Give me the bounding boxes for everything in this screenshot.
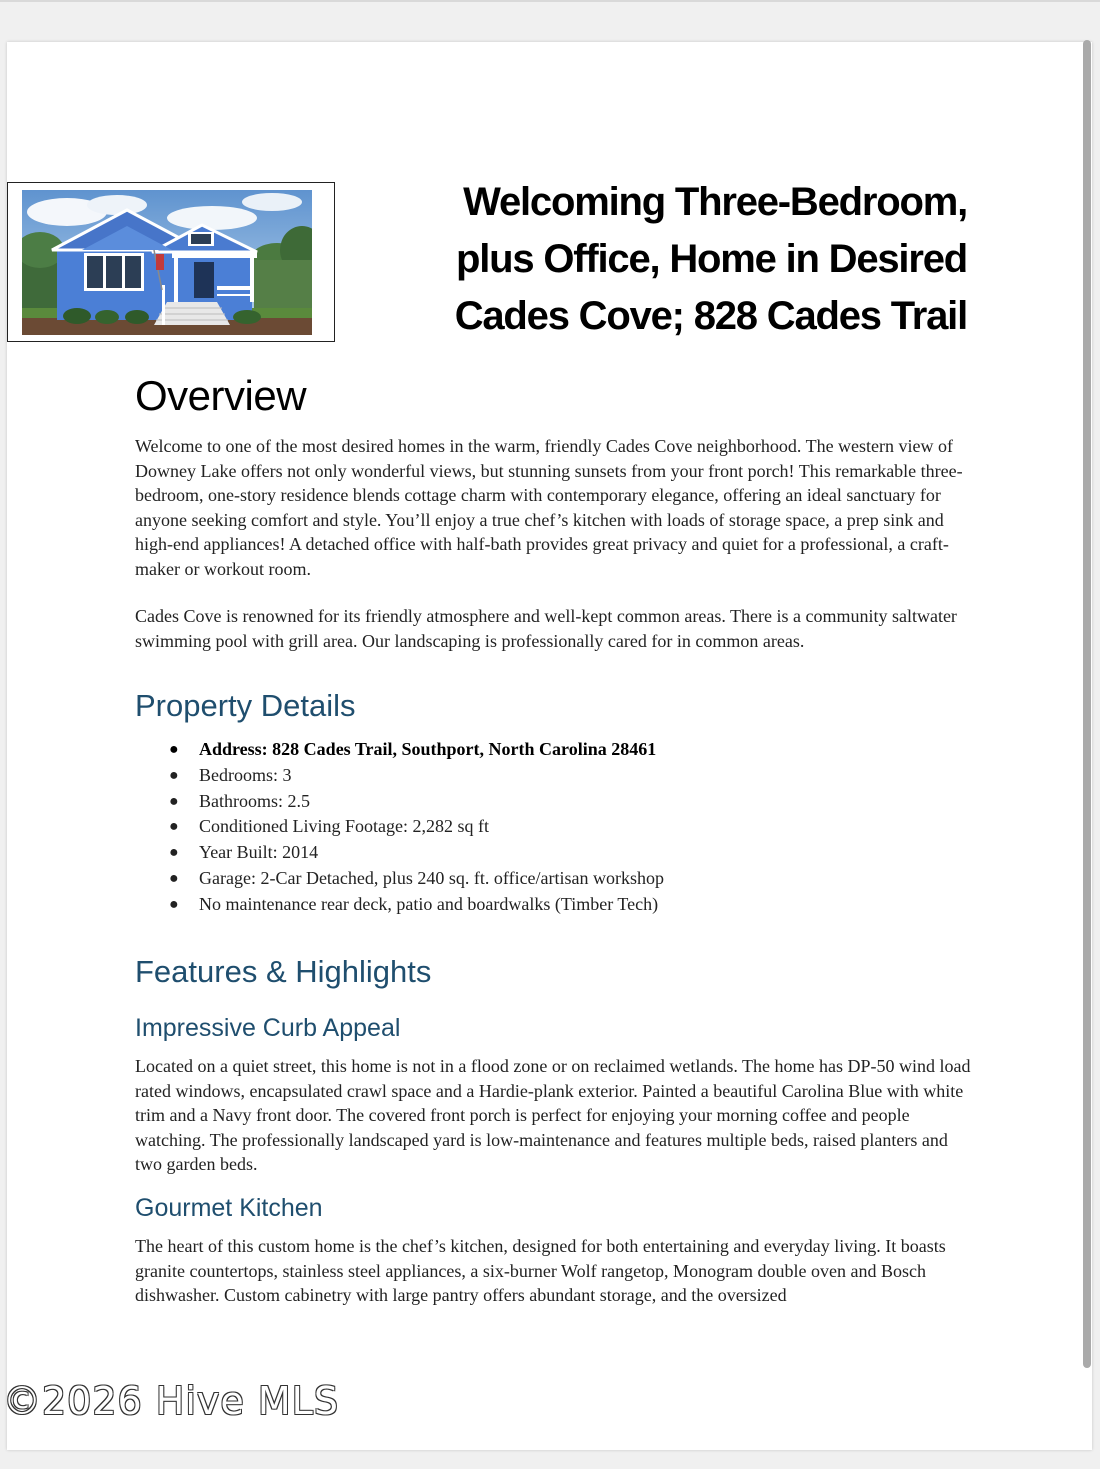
document-page: [7, 42, 1092, 1450]
house-photo: [22, 190, 312, 335]
detail-living-footage: Conditioned Living Footage: 2,282 sq ft: [199, 816, 489, 837]
bullet-icon: ●: [169, 895, 179, 913]
bullet-icon: ●: [169, 818, 179, 836]
property-details-list: [135, 737, 664, 918]
headline-line-3: Cades Cove; 828 Cades Trail: [454, 294, 967, 338]
overview-paragraph-1: Welcome to one of the most desired homes in the warm, friendly Cades Cove neighborhood. The western view of Downey Lake offers not only wonderful views, but stunning sunsets from your front porch! This remarkable three-bedroom, one-story residence blends cottage charm with contemporary elegance, offering an ideal sanctuary for anyone seeking comfort and style. You’ll enjoy a true chef’s kitchen with loads of storage space, a prep sink and high-end appliances! A detached office with half-bath provides great privacy and quiet for a professional, a craft-maker or workout room.: [135, 436, 963, 579]
mls-watermark: ©2026 Hive MLS: [3, 1379, 339, 1423]
list-item: [135, 737, 664, 763]
bullet-icon: ●: [169, 844, 179, 862]
bullet-icon: ●: [169, 869, 179, 887]
overview-paragraph-2: Cades Cove is renowned for its friendly atmosphere and well-kept common areas. There is a community saltwater swimming pool with grill area. Our landscaping is professionally cared for in common areas.: [135, 606, 957, 651]
curb-appeal-heading: Impressive Curb Appeal: [135, 1014, 401, 1042]
detail-garage: Garage: 2-Car Detached, plus 240 sq. ft. office/artisan workshop: [199, 867, 665, 888]
bullet-icon: ●: [169, 792, 179, 810]
list-item: [135, 763, 664, 789]
detail-bathrooms: Bathrooms: 2.5: [199, 790, 310, 811]
list-item: [135, 892, 664, 918]
headline-line-2: plus Office, Home in Desired: [456, 237, 967, 281]
detail-address: Address: 828 Cades Trail, Southport, North Carolina 28461: [199, 739, 657, 759]
top-divider: [0, 0, 1100, 2]
list-item: [135, 789, 664, 815]
headline-line-1: Welcoming Three-Bedroom,: [463, 180, 967, 224]
bullet-icon: ●: [169, 766, 179, 784]
house-photo-frame: [7, 182, 335, 342]
list-item: [135, 866, 664, 892]
vertical-scrollbar[interactable]: [1083, 40, 1091, 1368]
curb-appeal-paragraph: Located on a quiet street, this home is not in a flood zone or on reclaimed wetlands. The home has DP-50 wind load rated windows, encapsulated crawl space and a Hardie-plank exterior. Painted a beautiful Carolina Blue with white trim and a Navy front door. The covered front porch is perfect for enjoying your morning coffee and people watching. The professionally landscaped yard is low-maintenance and features multiple beds, raised planters and two garden beds.: [135, 1056, 971, 1174]
features-heading: Features & Highlights: [135, 954, 432, 989]
detail-year-built: Year Built: 2014: [199, 842, 319, 863]
bullet-icon: ●: [169, 741, 179, 758]
list-item: [135, 840, 664, 866]
detail-bedrooms: Bedrooms: 3: [199, 764, 292, 785]
kitchen-heading: Gourmet Kitchen: [135, 1194, 323, 1222]
overview-heading: Overview: [135, 372, 307, 419]
list-item: [135, 814, 664, 840]
detail-deck: No maintenance rear deck, patio and boardwalks (Timber Tech): [199, 893, 659, 914]
property-details-heading: Property Details: [135, 688, 356, 723]
listing-headline: [367, 174, 967, 345]
kitchen-paragraph: The heart of this custom home is the chef’s kitchen, designed for both entertaining and everyday living. It boasts granite countertops, stainless steel appliances, a six-burner Wolf rangetop, Monogram double oven and Bosch dishwasher. Custom cabinetry with large pantry offers abundant storage, and the oversized: [135, 1236, 946, 1305]
